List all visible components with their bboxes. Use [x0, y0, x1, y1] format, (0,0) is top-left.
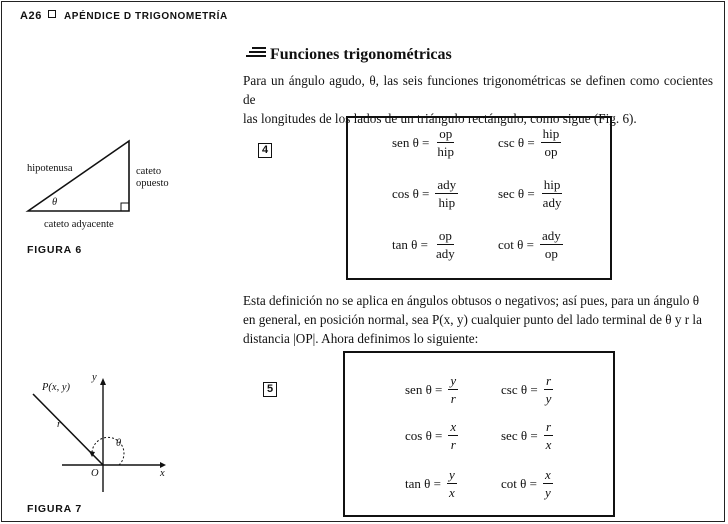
equation-lhs: sen θ = — [405, 381, 443, 397]
equation-lhs: cos θ = — [392, 185, 430, 201]
figure6-opposite-line: cateto — [136, 166, 162, 177]
denominator: ady — [435, 246, 455, 261]
y-axis-arrow — [100, 378, 106, 385]
numerator: ady — [541, 228, 561, 243]
numerator: op — [439, 126, 453, 141]
figure7-radius-label: r — [57, 419, 62, 430]
equation-lhs: cot θ = — [498, 236, 534, 252]
denominator: x — [545, 437, 552, 452]
denominator: y — [544, 485, 551, 500]
denominator: op — [544, 246, 558, 261]
figure6-hypotenuse-label: hipotenusa — [27, 163, 73, 174]
equation-lhs: tan θ = — [392, 236, 428, 252]
numerator: r — [546, 373, 552, 388]
numerator: x — [450, 419, 457, 434]
denominator: r — [450, 437, 456, 452]
paragraph-intro-line: Para un ángulo agudo, θ, las seis funciones trigonométricas se definen como cocientes de — [243, 73, 713, 107]
denominator: hip — [438, 195, 456, 210]
figure7-x-axis-label: x — [160, 468, 165, 479]
numerator: x — [544, 467, 551, 482]
paragraph-general-line: en general, en posición normal, sea P(x, y) cualquier punto del lado terminal de θ y r la — [243, 312, 702, 327]
figure6-angle-label: θ — [52, 197, 58, 208]
numerator: y — [448, 467, 455, 482]
equation-lhs: sen θ = — [392, 134, 430, 150]
equation-number-5: 5 — [263, 382, 277, 397]
equation-number-4: 4 — [258, 143, 272, 158]
denominator: hip — [437, 144, 455, 159]
equation-lhs: csc θ = — [501, 381, 538, 397]
paragraph-general-line: Esta definición no se aplica en ángulos obtusos o negativos; así pues, para un ángulo θ — [243, 293, 700, 308]
section-title-text: Funciones trigonométricas — [270, 46, 452, 63]
denominator: y — [545, 391, 552, 406]
denominator: op — [544, 144, 558, 159]
paragraph-general-line: distancia |OP|. Ahora definimos lo siguiente: — [243, 331, 479, 346]
figure7-angle-label: θ — [116, 438, 122, 449]
numerator: ady — [437, 177, 457, 192]
equation-lhs: sec θ = — [501, 427, 538, 443]
figure7-point-label: P(x, y) — [42, 382, 70, 393]
equation-lhs: cot θ = — [501, 475, 537, 491]
equation-lhs: tan θ = — [405, 475, 441, 491]
numerator: y — [450, 373, 457, 388]
equation-lhs: csc θ = — [498, 134, 535, 150]
numerator: op — [438, 228, 452, 243]
page-number: A26 — [20, 10, 42, 22]
figure7-origin-label: O — [91, 468, 99, 479]
header-title: APÉNDICE D TRIGONOMETRÍA — [63, 11, 228, 22]
paragraph-intro-line: las longitudes de los lados de un triángulo rectángulo, como sigue (Fig. 6). — [243, 111, 637, 126]
figure7-y-axis-label: y — [92, 372, 97, 383]
figure6-opposite-line: opuesto — [136, 178, 169, 189]
denominator: x — [448, 485, 455, 500]
figure6-caption: FIGURA 6 — [27, 244, 83, 256]
equation-lhs: sec θ = — [498, 185, 535, 201]
figure7-caption: FIGURA 7 — [27, 503, 83, 515]
figure6-adjacent-label: cateto adyacente — [44, 219, 114, 230]
numerator: hip — [543, 177, 561, 192]
numerator: r — [546, 419, 552, 434]
numerator: hip — [542, 126, 560, 141]
denominator: ady — [542, 195, 562, 210]
equation-lhs: cos θ = — [405, 427, 443, 443]
denominator: r — [450, 391, 456, 406]
